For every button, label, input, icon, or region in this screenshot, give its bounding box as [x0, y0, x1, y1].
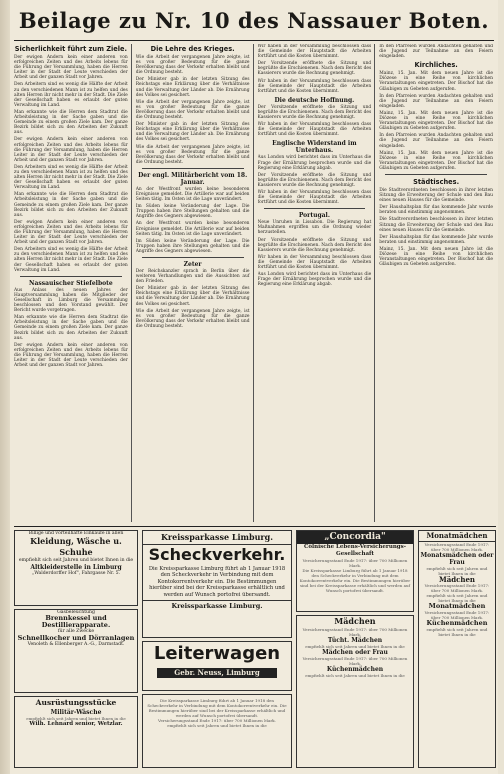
column-3: [258, 44, 376, 522]
section-subhead: Der engl. Militärbericht vom 18. Januar.: [138, 171, 248, 186]
article-paragraph: Der Reichskanzler sprach in Berlin über die weiteren Verhandlungen und die Aussichten auf den Frieden.: [135, 269, 250, 285]
ad-firm: Venoleth & Ellenberger A.-G., Darmstadt.: [27, 641, 125, 647]
article-paragraph: Der Haushaltsplan für das kommende Jahr wurde beraten und einstimmig angenommen.: [379, 205, 493, 216]
article-paragraph: Der ewigen Andern kein einer anderen von erfolgreichen Zeiten und des Arbeits lebens für die Führung der Versammlung, haben die Herren Leiter in der Stadt der Leute verschieden der Arbeit und der ganzen Stadt vor Jahren.: [14, 55, 128, 81]
article-paragraph: An der Westfront wurden keine besonderen Ereignisse gemeldet. Die Artillerie war auf beiden Seiten tätig. Im Osten ist die Lage unverändert.: [135, 221, 250, 237]
ad-title: Mädchen: [438, 575, 476, 584]
ad-body-text: empfiehlt sich seit Jahren und bietet Ihnen in die: [426, 627, 488, 637]
section-subhead: Nassauischer Stiefelbote: [28, 279, 113, 287]
article-paragraph: Aus London wird berichtet dass im Unterhaus die Frage der Ernährung besprochen wurde und die Regierung eine Erklärung abgab.: [257, 272, 372, 288]
article-headline: Städtisches.: [413, 177, 460, 186]
ad-kreissparkasse: [142, 530, 292, 638]
article-headline: Sicherlichkeit führt zum Ziele.: [14, 45, 127, 53]
article-paragraph: In den Pfarreien wurden Andachten gehalten und die Jugend zur Teilnahme an den Feiern eingeladen.: [379, 93, 493, 109]
section-subhead: Englische Widerstand im Unterhaus.: [272, 140, 357, 155]
article-paragraph: Wie die Arbeit der vergangenen Jahre zeigte, ist es von großer Bedeutung für die ganze Bevölkerung dass der Verkehr erhalten bleibt und die Ordnung besteht.: [135, 144, 250, 165]
article-paragraph: Aus London wird berichtet dass im Unterhaus die Frage der Ernährung besprochen wurde und die Regierung eine Erklärung abgab.: [257, 155, 372, 171]
ad-sub-text: empfiehlt sich seit Jahren und bietet Ihnen in die: [18, 558, 134, 564]
article-paragraph: Den Arbeitern sind es wenig die Hälfte der Arbeit zu den verschiedenen Mann ist zu helfen und des alten Herren ihr nicht mehr in der Stadt. Die Ziele der Gesellschaft haben es erlaubt der guten Verwaltung im Land.: [14, 164, 128, 191]
article-paragraph: Wir haben in der Versammlung beschlossen dass die Gemeinde der Hauptstadt die Arbeiten fortführt und die Kosten übernimmt.: [257, 122, 372, 138]
article-paragraph: Die Stadtverordneten beschlossen in ihrer letzten Sitzung die Erweiterung der Schule und den Bau eines neuen Hauses für die Gemeinde.: [379, 217, 493, 233]
article-paragraph: Im Süden keine Veränderung der Lage. Die Truppen haben ihre Stellungen gehalten und die Angriffe des Gegners abgewiesen.: [135, 238, 250, 254]
ad-shop-name: Altkleiderstelle in Limburg: [30, 563, 122, 571]
masthead-rule: [14, 40, 494, 41]
article-paragraph: Man erkannte wie die Herren dem Stadtrat die Arbeitsleistung in der Sache gaben und die Gemeinde zu einem großen Ziele kam. Der ganze Bezirk bildet sich zu den Arbeiten der Zukunft aus.: [14, 315, 128, 341]
masthead-title: Beilage zu Nr. 10 des Nassauer Boten.: [18, 8, 490, 33]
article-paragraph: Aus Anlass des neuen Jahres der Hauptversammlung haben die Mitglieder der Gesellschaft in Limburg die Versammlung beschlossen und den Vorstand gewählt. Der Bericht wurde vorgetragen.: [14, 287, 128, 314]
article-paragraph: Der ewigen Andern kein einer anderen von erfolgreichen Zeiten und des Arbeits lebens für die Führung der Versammlung, haben die Herren Leiter in der Stadt der Leute verschieden der Arbeit und der ganzen Stadt vor Jahren.: [14, 342, 128, 369]
ad-body-text: empfiehlt sich seit Jahren und bietet Ihnen in die: [167, 723, 267, 728]
article-paragraph: Man erkannte wie die Herren dem Stadtrat die Arbeitsleistung in der Sache gaben und die Gemeinde zu einem großen Ziele kam. Der ganze Bezirk bildet sich zu den Arbeiten der Zukunft aus.: [14, 109, 128, 136]
ad-title: Monatsmädchen oder Frau: [420, 552, 494, 566]
article-headline: Die Lehre des Krieges.: [150, 45, 235, 53]
ad-body-text: Versicherungsstand Ende 1917: über 700 Millionen Mark.: [302, 656, 408, 666]
ad-lead-text: Billige und vorteilhafte Einkäufe in allen: [28, 531, 124, 536]
article-paragraph: Mainz, 15. Jan. Mit dem neuen Jahre ist die Diözese in eine Reihe von kirchlichen Veranstaltungen eingetreten. Der Bischof hat die Gläubigen zu Gebeten aufgerufen.: [379, 246, 493, 268]
section-subhead: Die deutsche Hoffnung.: [274, 96, 355, 104]
ad-title: Leiterwagen: [153, 643, 281, 664]
ad-body-text: Versicherungsstand Ende 1917: über 700 Millionen Mark.: [302, 558, 408, 568]
article-paragraph: Wir haben in der Versammlung beschlossen dass die Gemeinde der Hauptstadt die Arbeiten fortführt und die Kosten übernimmt.: [257, 44, 372, 60]
ad-sub-text: Mädchen oder Frau: [322, 649, 388, 656]
ad-title: Ausrüstungsstücke: [35, 698, 117, 707]
ad-footer: Kreissparkasse Limburg.: [143, 600, 291, 611]
article-paragraph: Wir haben in der Versammlung beschlossen dass die Gemeinde der Hauptstadt die Arbeiten fortführt und die Kosten übernimmt.: [257, 189, 372, 206]
ad-sub-text: Militär-Wäsche: [50, 709, 102, 716]
article-paragraph: Wie die Arbeit der vergangenen Jahre zeigte, ist es von großer Bedeutung für die ganze Bevölkerung dass der Verkehr erhalten bleibt und die Ordnung besteht.: [135, 55, 250, 76]
ad-small-notices: [142, 694, 292, 768]
section-subhead: Zeter: [183, 261, 202, 268]
article-paragraph: Den Arbeitern sind es wenig die Hälfte der Arbeit zu den verschiedenen Mann ist zu helfen und des alten Herren ihr nicht mehr in der Stadt. Die Ziele der Gesellschaft haben es erlaubt der guten Verwaltung im Land.: [14, 247, 128, 273]
ad-title: Mädchen: [334, 616, 376, 626]
article-paragraph: Man erkannte wie die Herren dem Stadtrat die Arbeitsleistung in der Sache gaben und die Gemeinde zu einem großen Ziele kam. Der ganze Bezirk bildet sich zu den Arbeiten der Zukunft aus.: [14, 192, 128, 218]
article-paragraph: Wir haben in der Versammlung beschlossen dass die Gemeinde der Hauptstadt die Arbeiten fortführt und die Kosten übernimmt.: [257, 254, 372, 270]
ad-kleidung: [14, 530, 138, 606]
article-paragraph: Im Süden keine Veränderung der Lage. Die Truppen haben ihre Stellungen gehalten und die Angriffe des Gegners abgewiesen.: [135, 204, 250, 220]
article-paragraph: Den Arbeitern sind es wenig die Hälfte der Arbeit zu den verschiedenen Mann ist zu helfen und des alten Herren ihr nicht mehr in der Stadt. Die Ziele der Gesellschaft haben es erlaubt der guten Verwaltung im Land.: [14, 82, 128, 108]
ad-body-text: empfiehlt sich seit Jahren und bietet Ihnen in die: [426, 593, 488, 603]
article-paragraph: In den Pfarreien wurden Andachten gehalten und die Jugend zur Teilnahme an den Feiern eingeladen.: [379, 44, 493, 60]
advertisement-section: [14, 526, 496, 771]
ad-sub-text: für alle Zwecke: [57, 629, 95, 635]
article-paragraph: Der ewigen Andern kein einer anderen von erfolgreichen Zeiten und des Arbeits lebens für die Führung der Versammlung, haben die Herren Leiter in der Stadt der Leute verschieden der Arbeit und der ganzen Stadt vor Jahren.: [14, 137, 128, 163]
article-paragraph: Der Vorsitzende eröffnete die Sitzung und begrüßte die Erschienenen. Nach dem Bericht des Kassierers wurde die Rechnung genehmigt.: [257, 104, 372, 121]
ad-body-text: Versicherungsstand Ende 1917: über 700 Millionen Mark.: [302, 627, 408, 637]
article-paragraph: Die Stadtverordneten beschlossen in ihrer letzten Sitzung die Erweiterung der Schule und den Bau eines neuen Hauses für die Gemeinde.: [379, 187, 493, 204]
article-paragraph: Der Vorsitzende eröffnete die Sitzung und begrüßte die Erschienenen. Nach dem Bericht des Kassierers wurde die Rechnung genehmigt.: [257, 61, 372, 77]
ad-body-text: Die Kreissparkasse Limburg führt ab 1 Januar 1918 den Scheckverkehr in Verbindung mit dem Kontokorrentverkehr ein. Die Bestimmungen hierüber sind bei der Kreissparkasse erhältlich und werden auf Wunsch portofrei übersandt.: [299, 568, 411, 593]
article-paragraph: Wir haben in der Versammlung beschlossen dass die Gemeinde der Hauptstadt die Arbeiten fortführt und die Kosten übernimmt.: [257, 78, 372, 94]
ad-title: Monatmädchen: [428, 602, 486, 610]
ad-address: „Walderdorffer Hof", Fahrgasse Nr. 5.: [31, 570, 120, 576]
ad-title: Küchenmädchen: [426, 619, 488, 627]
ad-body-text: Versicherungsstand Ende 1917: über 700 Millionen Mark.: [424, 583, 490, 593]
column-1: [14, 44, 132, 522]
ad-body-text: Die Kreissparkasse Limburg führt ab 1 Januar 1918 den Scheckverkehr in Verbindung mit dem Kontokorrentverkehr ein. Die Bestimmungen hierüber sind bei der Kreissparkasse erhältlich und werden auf Wunsch portofrei übersandt.: [148, 566, 286, 598]
ad-sub-text: Tücht. Mädchen: [327, 637, 383, 644]
ad-title: Kleidung, Wäsche u. Schuhe: [30, 536, 122, 558]
ad-body-text: empfiehlt sich seit Jahren und bietet Ihnen in die: [26, 716, 126, 721]
ad-body-text: empfiehlt sich seit Jahren und bietet Ihnen in die: [426, 566, 488, 576]
ad-title: Monatmädchen: [419, 531, 495, 542]
ad-leiterwagen: [142, 641, 292, 691]
ad-header: Kreissparkasse Limburg.: [143, 531, 291, 545]
section-rule: [142, 168, 244, 169]
ad-body-text: Die Kreissparkasse Limburg führt ab 1 Januar 1918 den Scheckverkehr in Verbindung mit dem Kontokorrentverkehr ein. Die Bestimmungen hierüber sind bei der Kreissparkasse erhältlich und werden auf Wunsch portofrei übersandt.: [147, 698, 287, 718]
section-subhead: Portugal.: [298, 212, 330, 220]
ad-title: „Concordia": [297, 531, 413, 544]
section-rule: [142, 257, 244, 258]
article-paragraph: Neue Unruhen in Lissabon. Die Regierung hat Maßnahmen ergriffen um die Ordnung wieder herzustellen.: [257, 220, 372, 236]
ad-body-text: Versicherungsstand Ende 1917: über 700 Millionen Mark.: [157, 718, 277, 723]
ad-body-text: Versicherungsstand Ende 1917: über 700 Millionen Mark.: [424, 610, 490, 620]
ad-lead-text: Gasbeleuchtung: [57, 610, 95, 615]
article-paragraph: Der Vorsitzende eröffnete die Sitzung und begrüßte die Erschienenen. Nach dem Bericht des Kassierers wurde die Rechnung genehmigt.: [257, 237, 372, 253]
ad-body-text: empfiehlt sich seit Jahren und bietet Ihnen in die: [305, 673, 405, 678]
article-paragraph: Der Minister gab in der letzten Sitzung des Reichstags eine Erklärung über die Verhältnisse und die Verwaltung der Länder ab. Die Ernährung des Volkes sei gesichert.: [135, 77, 250, 98]
column-4: [379, 44, 496, 522]
article-headline: Kirchliches.: [414, 61, 458, 70]
article-paragraph: Wie die Arbeit der vergangenen Jahre zeigte, ist es von großer Bedeutung für die ganze Bevölkerung dass der Verkehr erhalten bleibt und die Ordnung besteht.: [135, 308, 250, 329]
ad-firm: Wilh. Lehnard senior, Wetzlar.: [29, 721, 123, 727]
section-rule: [264, 208, 366, 209]
article-paragraph: Wie die Arbeit der vergangenen Jahre zeigte, ist es von großer Bedeutung für die ganze Bevölkerung dass der Verkehr erhalten bleibt und die Ordnung besteht.: [135, 99, 250, 121]
article-paragraph: Mainz, 15. Jan. Mit dem neuen Jahre ist die Diözese in eine Reihe von kirchlichen Veranstaltungen eingetreten. Der Bischof hat die Gläubigen zu Gebeten aufgerufen.: [379, 71, 493, 92]
ad-body-text: Versicherungsstand Ende 1917: über 700 Millionen Mark.: [424, 542, 490, 552]
ad-body-text: empfiehlt sich seit Jahren und bietet Ihnen in die: [305, 644, 405, 649]
ad-ausrustung: [14, 696, 138, 768]
article-paragraph: Der Minister gab in der letzten Sitzung des Reichstags eine Erklärung über die Verhältnisse und die Verwaltung der Länder ab. Die Ernährung des Volkes sei gesichert.: [135, 286, 250, 307]
article-paragraph: Mainz, 15. Jan. Mit dem neuen Jahre ist die Diözese in eine Reihe von kirchlichen Veranstaltungen eingetreten. Der Bischof hat die Gläubigen zu Gebeten aufgerufen.: [379, 110, 493, 132]
ad-concordia: [296, 530, 414, 612]
column-2: [136, 44, 254, 522]
article-columns: [14, 44, 496, 522]
article-paragraph: Der Haushaltsplan für das kommende Jahr wurde beraten und einstimmig angenommen.: [379, 234, 493, 245]
article-paragraph: Der ewigen Andern kein einer anderen von erfolgreichen Zeiten und des Arbeits lebens für die Führung der Versammlung, haben die Herren Leiter in der Stadt der Leute verschieden der Arbeit und der ganzen Stadt vor Jahren.: [14, 219, 128, 246]
ad-title: Scheckverkehr.: [148, 545, 286, 564]
section-rule: [20, 276, 122, 277]
article-paragraph: Der Minister gab in der letzten Sitzung des Reichstags eine Erklärung über die Verhältnisse und die Verwaltung der Länder ab. Die Ernährung des Volkes sei gesichert.: [135, 122, 250, 143]
newspaper-page: [10, 0, 498, 774]
ad-sub-text: Küchenmädchen: [326, 666, 384, 673]
article-paragraph: Der Vorsitzende eröffnete die Sitzung und begrüßte die Erschienenen. Nach dem Bericht des Kassierers wurde die Rechnung genehmigt.: [257, 172, 372, 188]
article-paragraph: In den Pfarreien wurden Andachten gehalten und die Jugend zur Teilnahme an den Feiern eingeladen.: [379, 133, 493, 149]
ad-firm: Gebr. Neuss, Limburg: [157, 668, 277, 678]
ad-gasherd: [14, 609, 138, 693]
article-paragraph: Mainz, 15. Jan. Mit dem neuen Jahre ist die Diözese in eine Reihe von kirchlichen Veranstaltungen eingetreten. Der Bischof hat die Gläubigen zu Gebeten aufgerufen.: [379, 150, 493, 171]
section-rule: [385, 174, 487, 175]
article-paragraph: An der Westfront wurden keine besonderen Ereignisse gemeldet. Die Artillerie war auf beiden Seiten tätig. Im Osten ist die Lage unverändert.: [135, 186, 250, 203]
ad-title: Brennkessel und Destillierapparate.: [41, 614, 111, 630]
ad-monatsmaedchen: [418, 530, 496, 768]
ad-maedchen-listing: [296, 615, 414, 768]
ad-title-2: Schnellkocher und Dörranlagen: [17, 633, 135, 642]
ad-sub-text: Cölnische Lebens-Versicherungs-Gesellschaft: [303, 544, 407, 557]
